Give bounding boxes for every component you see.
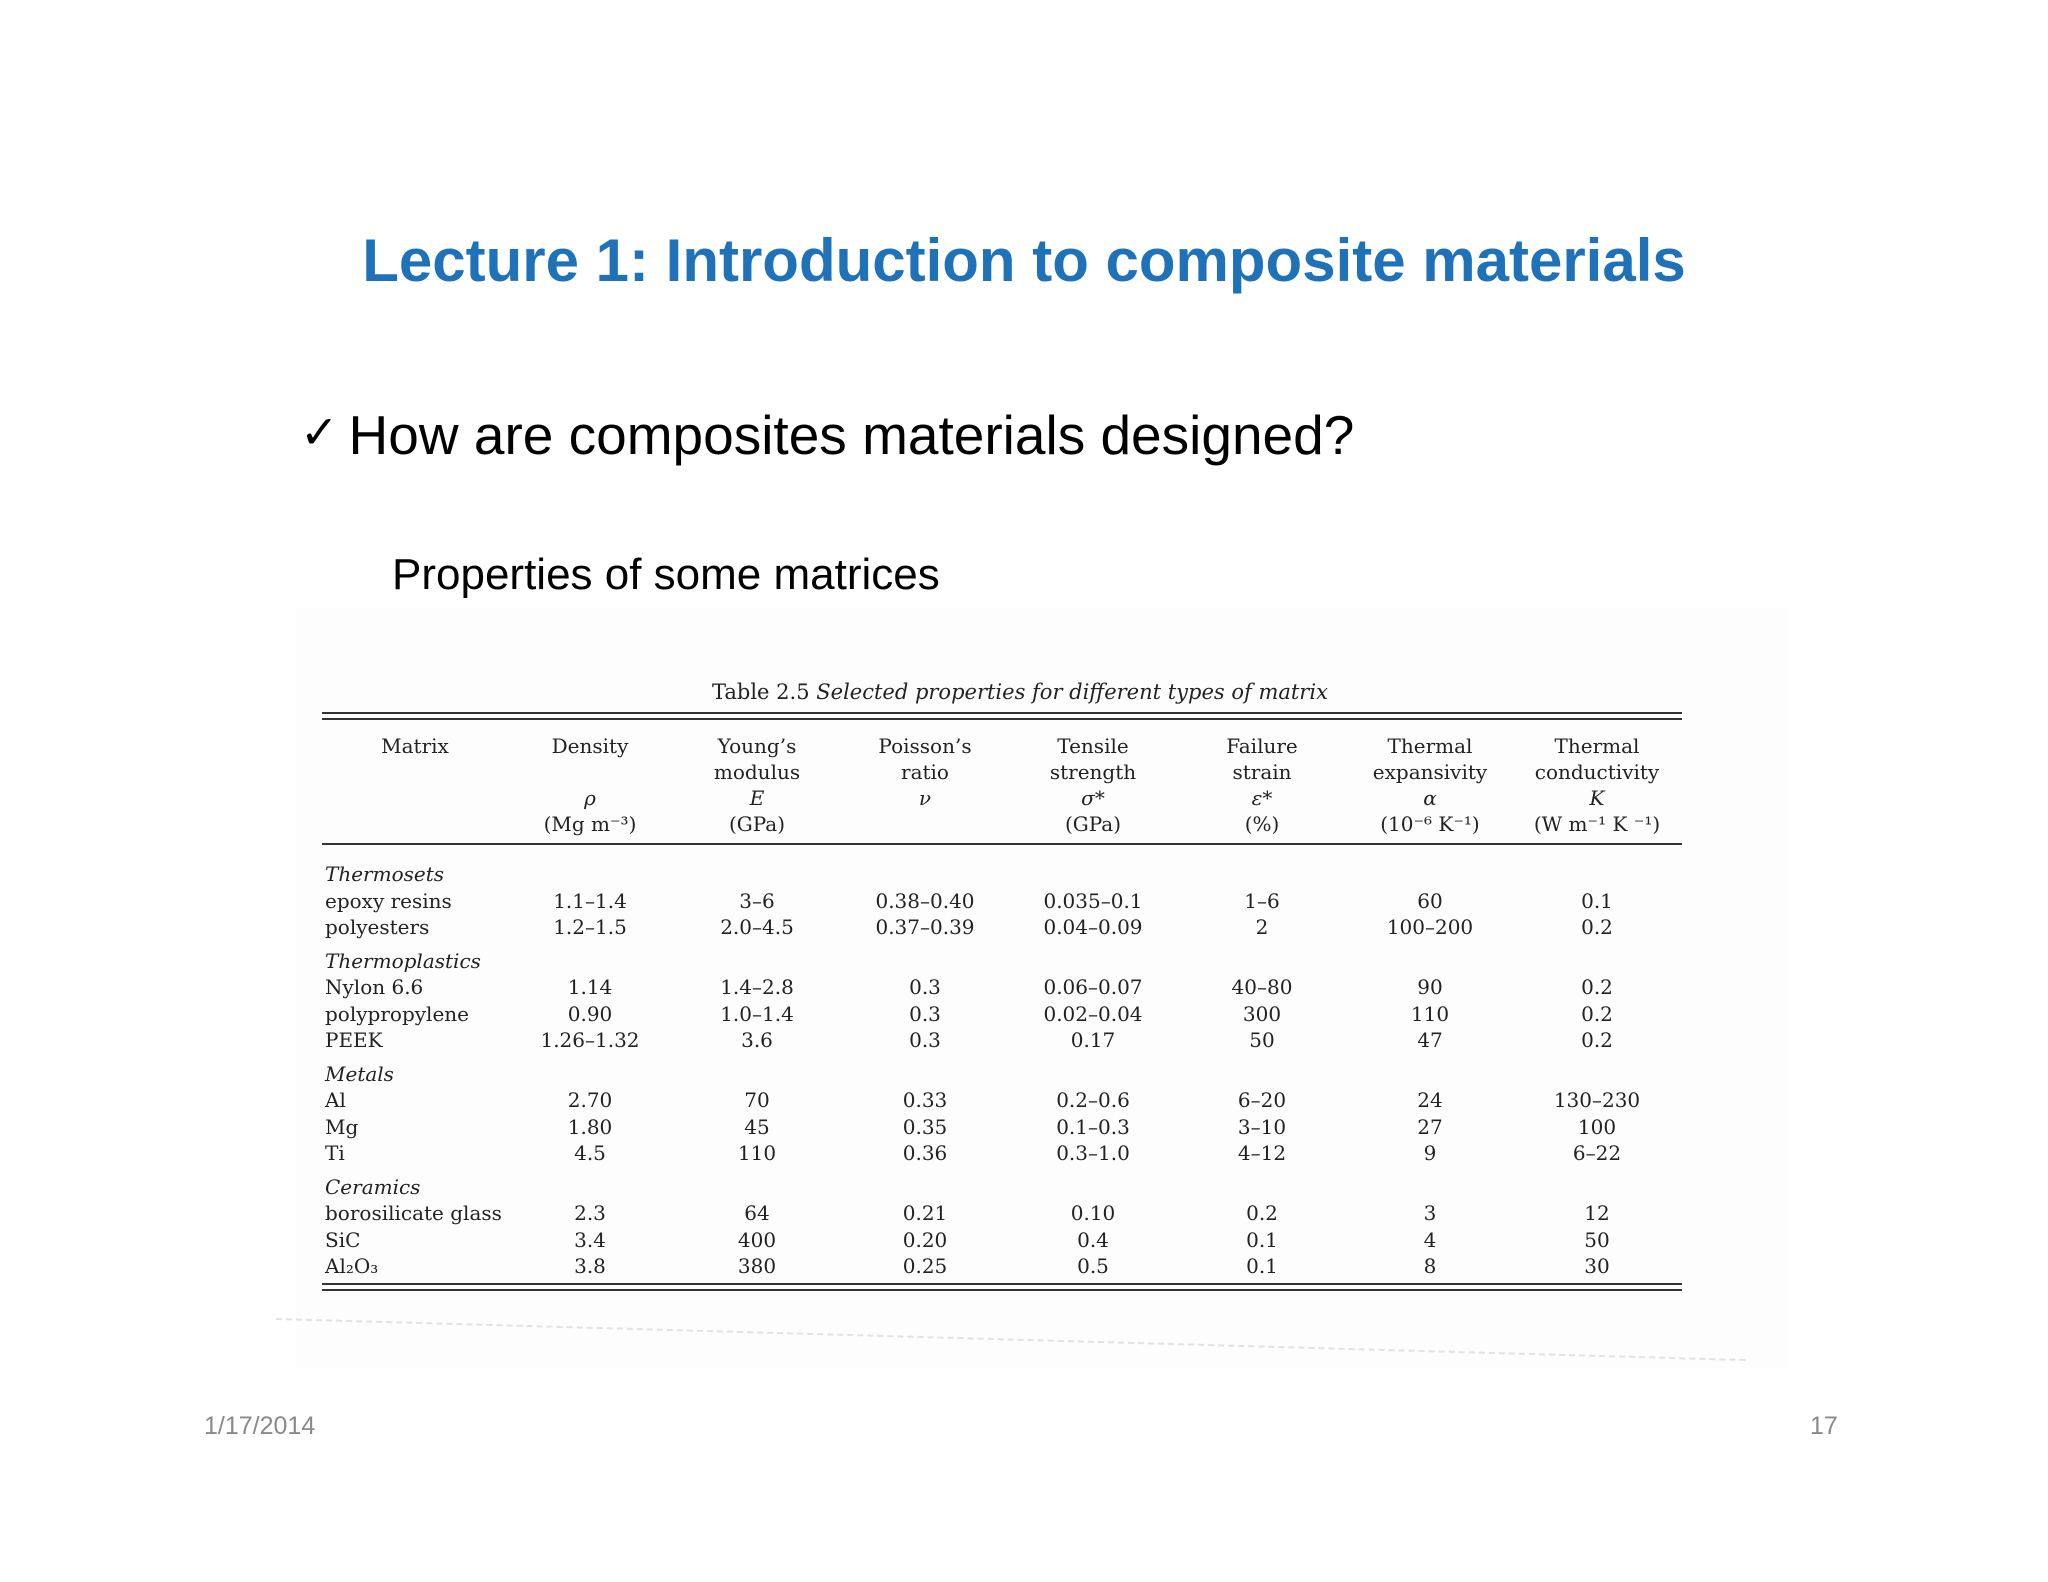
column-header-label: Young’s (717, 734, 797, 758)
column-header-unit: (%) (1244, 812, 1280, 836)
table-cell: 9 (1423, 1141, 1437, 1165)
table-cell: 4.5 (574, 1141, 606, 1165)
bullet-text: How are composites materials designed? (348, 404, 1355, 466)
table-cell: 380 (737, 1254, 777, 1278)
table-cell: 3 (1423, 1201, 1437, 1225)
column-header-symbol: ν (918, 786, 932, 810)
category-label: Thermosets (325, 862, 445, 886)
table-cell: 0.35 (902, 1114, 948, 1139)
table-caption-title: Selected properties for different types of matrix (816, 680, 1328, 704)
column-header-unit: (Mg m⁻³) (543, 812, 637, 836)
table-cell: 64 (744, 1201, 770, 1225)
column-header-symbol: ε* (1251, 786, 1273, 810)
table-cell: 300 (1242, 1001, 1282, 1026)
table-cell: 0.1–0.3 (1056, 1114, 1130, 1139)
matrix-name: borosilicate glass (325, 1201, 502, 1225)
table-cell: 0.2 (1581, 975, 1613, 999)
matrix-name: Mg (325, 1114, 359, 1139)
table-cell: 3–6 (739, 888, 775, 913)
table-cell: 0.36 (902, 1141, 948, 1165)
table-cell: 1.1–1.4 (553, 888, 627, 913)
category-label: Ceramics (325, 1174, 421, 1199)
table-cell: 1.2–1.5 (553, 915, 627, 939)
category-label: Metals (325, 1061, 394, 1086)
column-header-label: expansivity (1372, 760, 1488, 784)
matrix-name: Al₂O₃ (325, 1254, 379, 1278)
table-cell: 6–22 (1572, 1141, 1622, 1165)
table-cell: 4 (1423, 1227, 1437, 1252)
table-cell: 0.20 (902, 1227, 948, 1252)
column-header-label: modulus (713, 760, 801, 784)
table-cell: 0.02–0.04 (1043, 1001, 1143, 1026)
table-cell: 3.4 (574, 1227, 606, 1252)
checkmark-icon: ✓ (300, 405, 339, 459)
table-cell: 50 (1584, 1227, 1610, 1252)
table-cell: 0.37–0.39 (875, 915, 975, 939)
table-cell: 2.70 (567, 1088, 613, 1112)
table-cell: 3.6 (741, 1028, 773, 1052)
table-cell: 1–6 (1244, 888, 1280, 913)
matrix-name: PEEK (325, 1028, 383, 1052)
column-header-symbol: ρ (584, 786, 596, 810)
subheading: Properties of some matrices (392, 550, 940, 599)
footer-date: 1/17/2014 (204, 1412, 316, 1440)
table-cell: 1.14 (567, 975, 613, 999)
table-cell: 1.80 (567, 1114, 613, 1139)
table-cell: 0.035–0.1 (1043, 888, 1143, 913)
matrix-name: polyesters (325, 915, 430, 939)
table-top-rule (322, 718, 1682, 720)
table-cell: 0.5 (1077, 1254, 1109, 1278)
table-cell: 0.33 (902, 1088, 948, 1112)
column-header-label: Matrix (381, 734, 449, 758)
column-header-symbol: α (1423, 786, 1437, 810)
table-cell: 24 (1417, 1088, 1443, 1112)
table-cell: 45 (744, 1114, 770, 1139)
table-cell: 0.4 (1077, 1227, 1109, 1252)
table-cell: 2 (1255, 915, 1269, 939)
column-header-label: Poisson’s (878, 734, 972, 758)
matrix-name: Nylon 6.6 (325, 975, 424, 999)
matrix-name: polypropylene (325, 1001, 469, 1026)
table-cell: 12 (1584, 1201, 1610, 1225)
table-cell: 0.06–0.07 (1043, 975, 1143, 999)
table-cell: 90 (1417, 975, 1443, 999)
table-cell: 100–200 (1386, 915, 1474, 939)
column-header-symbol: σ* (1081, 786, 1105, 810)
table-cell: 0.38–0.40 (875, 888, 975, 913)
category-label: Thermoplastics (325, 948, 481, 973)
column-header-label: conductivity (1534, 760, 1660, 784)
table-cell: 2.0–4.5 (720, 915, 794, 939)
table-bottom-rule (322, 1283, 1682, 1285)
table-cell: 47 (1417, 1028, 1443, 1052)
column-header-symbol: E (749, 786, 765, 810)
table-cell: 0.1 (1581, 888, 1613, 913)
table-cell: 0.3–1.0 (1056, 1141, 1130, 1165)
table-cell: 2.3 (574, 1201, 606, 1225)
column-header-unit: (GPa) (1064, 812, 1122, 836)
table-cell: 27 (1417, 1114, 1443, 1139)
column-header-label: ratio (901, 760, 949, 784)
table-cell: 1.4–2.8 (720, 975, 794, 999)
table-cell: 0.2 (1581, 915, 1613, 939)
matrix-name: SiC (325, 1227, 361, 1252)
column-header-label: strength (1049, 760, 1137, 784)
table-cell: 0.3 (909, 1001, 941, 1026)
table-cell: 0.2–0.6 (1056, 1088, 1130, 1112)
table-cell: 0.25 (902, 1254, 948, 1278)
column-header-label: Density (551, 734, 629, 758)
table-caption (712, 680, 1328, 704)
table-cell: 1.0–1.4 (720, 1001, 794, 1026)
matrix-name: Ti (325, 1141, 345, 1165)
table-cell: 110 (1410, 1001, 1450, 1026)
table-cell: 0.17 (1070, 1028, 1116, 1052)
table-cell: 3.8 (574, 1254, 606, 1278)
slide-title: Lecture 1: Introduction to composite materials (362, 227, 1686, 294)
column-header-unit: (10⁻⁶ K⁻¹) (1380, 812, 1480, 836)
column-header-unit: (GPa) (728, 812, 786, 836)
footer-page-number: 17 (1810, 1412, 1838, 1440)
table-cell: 400 (737, 1227, 777, 1252)
column-header-symbol: K (1589, 786, 1605, 810)
table-caption-prefix: Table 2.5 (712, 680, 810, 704)
table-cell: 0.90 (567, 1001, 613, 1026)
table-cell: 1.26–1.32 (540, 1028, 640, 1052)
table-cell: 0.2 (1246, 1201, 1278, 1225)
table-cell: 110 (737, 1141, 777, 1165)
table-cell: 0.10 (1070, 1201, 1116, 1225)
table-top-rule (322, 712, 1682, 714)
table-cell: 70 (744, 1088, 770, 1112)
table-cell: 30 (1584, 1254, 1610, 1278)
table-cell: 0.3 (909, 1028, 941, 1052)
column-header-label: Thermal (1387, 734, 1473, 758)
table-cell: 0.1 (1246, 1254, 1278, 1278)
table-cell: 60 (1417, 888, 1443, 913)
bullet-point (300, 403, 1354, 467)
table-cell: 130–230 (1553, 1088, 1641, 1112)
table-cell: 40–80 (1231, 975, 1293, 999)
matrix-name: Al (325, 1088, 346, 1112)
table-cell: 100 (1577, 1114, 1617, 1139)
table-cell: 6–20 (1237, 1088, 1287, 1112)
table-header-rule (322, 843, 1682, 845)
table-cell: 0.21 (902, 1201, 948, 1225)
table-cell: 4–12 (1237, 1141, 1287, 1165)
column-header-label: Thermal (1554, 734, 1640, 758)
table-cell: 0.04–0.09 (1043, 915, 1143, 939)
table-cell: 50 (1249, 1028, 1275, 1052)
table-bottom-rule (322, 1289, 1682, 1291)
table-cell: 3–10 (1237, 1114, 1287, 1139)
column-header-unit: (W m⁻¹ K ⁻¹) (1533, 812, 1661, 836)
table-cell: 0.1 (1246, 1227, 1278, 1252)
column-header-label: Failure (1226, 734, 1298, 758)
table-cell: 0.2 (1581, 1001, 1613, 1026)
column-header-label: strain (1232, 760, 1292, 784)
matrix-name: epoxy resins (325, 888, 452, 913)
table-cell: 0.2 (1581, 1028, 1613, 1052)
table-cell: 0.3 (909, 975, 941, 999)
column-header-label: Tensile (1057, 734, 1129, 758)
table-cell: 8 (1423, 1254, 1437, 1278)
